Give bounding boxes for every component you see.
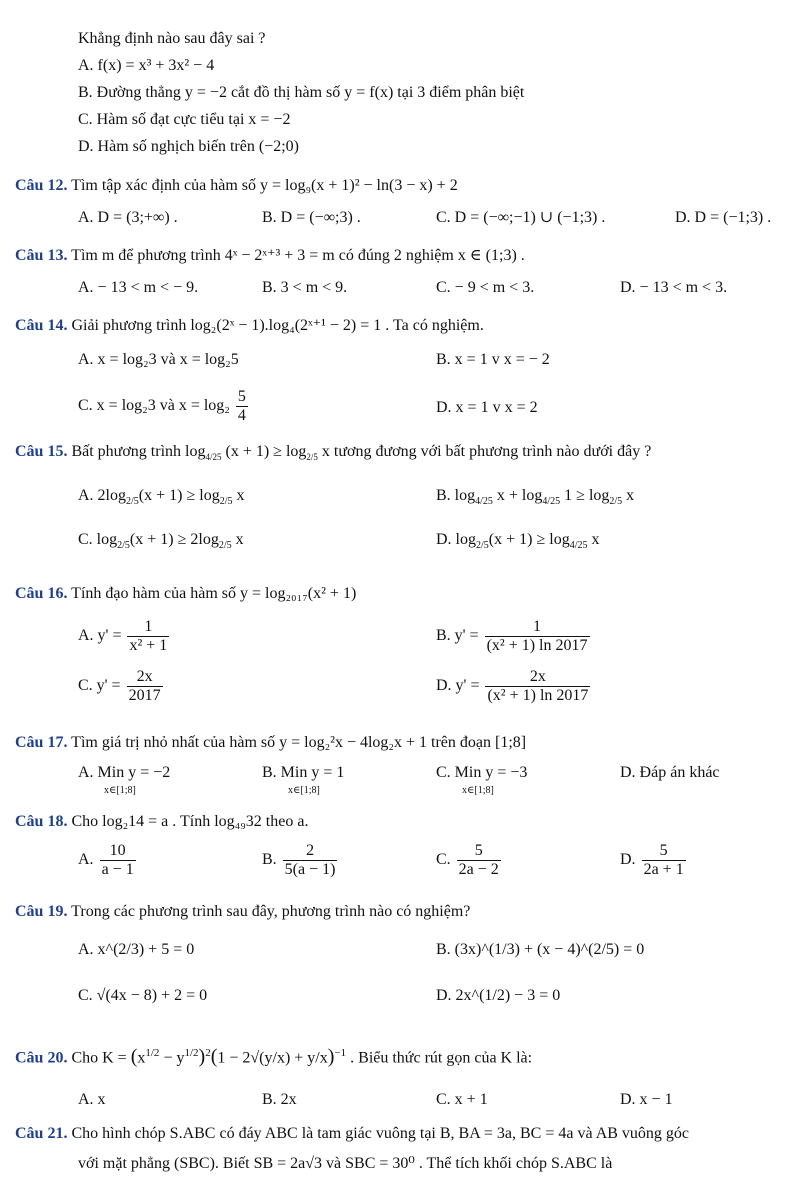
- q12-option-c: C. D = (−∞;−1) ∪ (−1;3) .: [436, 209, 606, 226]
- q20-option-b: B. 2x: [262, 1091, 297, 1108]
- q12-option-a: A. D = (3;+∞) .: [78, 209, 178, 226]
- q16-option-c: C. y' = $\frac{2x}{2017}$: [78, 668, 161, 704]
- question-label: Câu 19.: [15, 903, 68, 920]
- question-label: Câu 21.: [15, 1125, 68, 1142]
- fraction: $\frac{5}{4}$: [237, 388, 246, 424]
- q14-option-c: [78, 388, 250, 425]
- q15-option-d: D. $\log_{2/5}(x + 1) \ge \log_{4/25} x$: [436, 531, 600, 552]
- prev-option-b: B. Đường thẳng y = −2 cắt đồ thị hàm số y = f(x) tại 3 điểm phân biệt: [78, 84, 525, 101]
- q15-option-b: B. $\log_{4/25} x + \log_{4/25} 1 \ge \log_{2/5} x$: [436, 487, 635, 508]
- question-stem: Tính đạo hàm của hàm số y = log₂₀₁₇(x² + 1): [67, 585, 357, 602]
- prev-option-a: A. f(x) = x³ + 3x² − 4: [78, 57, 215, 74]
- question-21-line2: với mặt phẳng (SBC). Biết SB = 2a√3 và SBC = 30⁰ . Thể tích khối chóp S.ABC là: [78, 1155, 613, 1172]
- question-stem: Cho hình chóp S.ABC có đáy ABC là tam giác vuông tại B, BA = 3a, BC = 4a và AB vuông góc: [67, 1125, 690, 1142]
- q13-option-a: A. − 13 < m < − 9.: [78, 279, 199, 296]
- option-text: C. x = log₂3 và x = log₂: [78, 397, 230, 415]
- q14-option-a: A. x = log₂3 và x = log₂5: [78, 351, 239, 368]
- q20-option-c: C. x + 1: [436, 1091, 488, 1108]
- q13-option-c: C. − 9 < m < 3.: [436, 279, 535, 296]
- question-stem: Tìm m để phương trình 4ˣ − 2ˣ⁺³ + 3 = m có đúng 2 nghiệm x ∈ (1;3) .: [67, 247, 525, 264]
- question-14: [15, 316, 484, 336]
- q14-option-b: B. x = 1 v x = − 2: [436, 351, 550, 368]
- q15-option-c: C. $\log_{2/5}(x + 1) \ge 2\log_{2/5}$ x: [78, 531, 244, 552]
- q19-option-a: A. x^(2/3) + 5 = 0: [78, 941, 195, 958]
- question-stem: Cho log₂14 = a . Tính log₄₉32 theo a.: [67, 813, 309, 830]
- q16-option-d: D. y' = $\frac{2x}{\text{(x² + 1) ln 2017}}$: [436, 668, 589, 704]
- q18-option-c: C. $\frac{5}{2a - 2}$: [436, 842, 499, 878]
- question-label: Câu 15.: [15, 443, 68, 460]
- question-stem: Giải phương trình log₂(2ˣ − 1).log₄(2ˣ⁺¹ − 2) = 1 . Ta có nghiệm.: [67, 317, 484, 334]
- q19-option-b: B. (3x)^(1/3) + (x − 4)^(2/5) = 0: [436, 941, 645, 958]
- prev-option-c: C. Hàm số đạt cực tiểu tại x = −2: [78, 111, 291, 128]
- question-label: Câu 18.: [15, 813, 68, 830]
- q13-option-d: D. − 13 < m < 3.: [620, 279, 728, 296]
- q18-option-a: A. $\frac{10}{a - 1}$: [78, 842, 134, 878]
- q18-option-d: D. $\frac{5}{2a + 1}$: [620, 842, 684, 878]
- question-stem: Tìm giá trị nhỏ nhất của hàm số y = log₂²x − 4log₂x + 1 trên đoạn [1;8]: [67, 734, 527, 751]
- q12-option-d: D. D = (−1;3) .: [675, 209, 772, 226]
- q17-option-b: B. Min y = 1 x∈[1;8]: [262, 764, 345, 796]
- question-17: [15, 733, 526, 753]
- q16-option-b: B. y' = $\frac{1}{\text{(x² + 1) ln 2017}}$: [436, 618, 588, 654]
- question-label: Câu 13.: [15, 247, 68, 264]
- prev-option-d: D. Hàm số nghịch biến trên (−2;0): [78, 138, 299, 155]
- question-16: [15, 584, 356, 604]
- question-13: [15, 246, 525, 266]
- q16-option-a: A. y' = $\frac{1}{\text{x² + 1}}$: [78, 618, 168, 654]
- question-stem: Trong các phương trình sau đây, phương trình nào có nghiệm?: [67, 903, 471, 920]
- question-label: Câu 16.: [15, 585, 68, 602]
- question-label: Câu 20.: [15, 1049, 68, 1067]
- q17-option-a: A. Min y = −2 x∈[1;8]: [78, 764, 171, 796]
- question-20: Câu 20. Cho $K = (x^{1/2} - y^{1/2})^2(1 - 2√(y/x) + y/x)^{-1}$ . Biểu thức rút gọn của K là:: [15, 1045, 533, 1068]
- question-15: Câu 15. Bất phương trình $\log_{4/25} (x + 1) \ge \log_{2/5} x$ tương đương với bất phương trình nào dưới đây ?: [15, 443, 652, 463]
- q19-option-d: D. 2x^(1/2) − 3 = 0: [436, 987, 561, 1004]
- question-21: [15, 1124, 689, 1144]
- question-label: Câu 17.: [15, 734, 68, 751]
- question-label: Câu 12.: [15, 177, 68, 194]
- q12-option-b: B. D = (−∞;3) .: [262, 209, 361, 226]
- q20-option-d: D. x − 1: [620, 1091, 673, 1108]
- q19-option-c: C. √(4x − 8) + 2 = 0: [78, 987, 208, 1004]
- prev-question-stem: Khẳng định nào sau đây sai ?: [78, 30, 266, 47]
- q13-option-b: B. 3 < m < 9.: [262, 279, 348, 296]
- q20-option-a: A. x: [78, 1091, 106, 1108]
- question-label: Câu 14.: [15, 317, 68, 334]
- q18-option-b: B. $\frac{2}{5(a - 1)}$: [262, 842, 336, 878]
- q17-option-d: D. Đáp án khác: [620, 764, 720, 781]
- question-stem: Tìm tập xác định của hàm số y = log₉(x + 1)² − ln(3 − x) + 2: [67, 177, 458, 194]
- q17-option-c: C. Min y = −3 x∈[1;8]: [436, 764, 528, 796]
- question-19: [15, 902, 470, 922]
- q15-option-a: A. $2\log_{2/5}(x + 1) \ge \log_{2/5} x$: [78, 487, 245, 508]
- question-18: [15, 812, 308, 832]
- q14-option-d: D. x = 1 v x = 2: [436, 399, 538, 416]
- question-12: [15, 176, 458, 196]
